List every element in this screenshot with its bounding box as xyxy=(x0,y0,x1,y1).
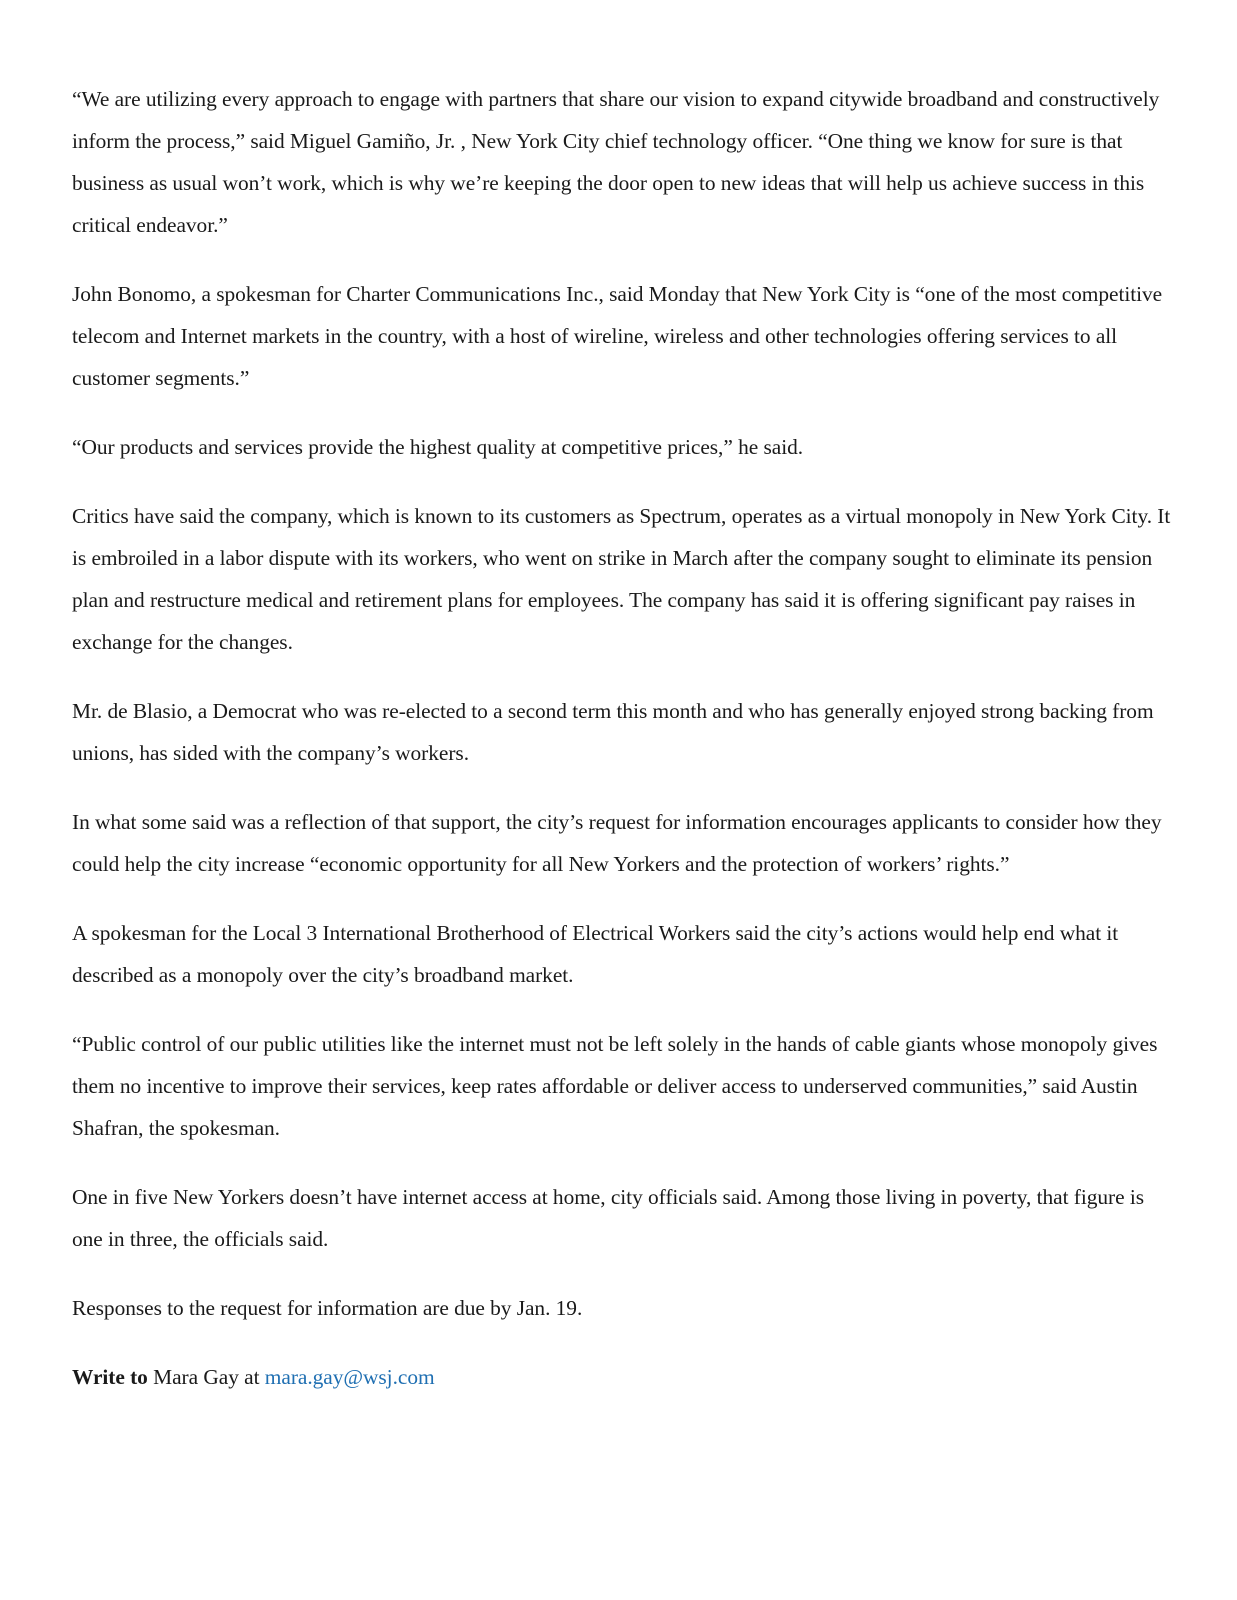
paragraph-6: In what some said was a reflection of that support, the city’s request for information encourages applicants to consider how they could help the city increase “economic opportunity for all New Yorkers and the protection of workers’ rights.” xyxy=(72,810,1162,876)
byline-author: Mara Gay at xyxy=(147,1365,265,1389)
paragraph-2: John Bonomo, a spokesman for Charter Communications Inc., said Monday that New York City is “one of the most competitive telecom and Internet markets in the country, with a host of wireline, wireless and other technologies offering services to all customer segments.” xyxy=(72,282,1163,390)
byline xyxy=(72,1356,1172,1398)
author-email-link[interactable]: mara.gay@wsj.com xyxy=(264,1365,435,1389)
paragraph-9: One in five New Yorkers doesn’t have internet access at home, city officials said. Among those living in poverty, that figure is one in three, the officials said. xyxy=(72,1185,1145,1251)
paragraph-5: Mr. de Blasio, a Democrat who was re-elected to a second term this month and who has generally enjoyed strong backing from unions, has sided with the company’s workers. xyxy=(72,699,1154,765)
paragraph-8: “Public control of our public utilities like the internet must not be left solely in the hands of cable giants whose monopoly gives them no incentive to improve their services, keep rates affordable or deliver access to underserved communities,” said Austin Shafran, the spokesman. xyxy=(72,1032,1158,1140)
byline-prefix: Write to xyxy=(72,1365,148,1389)
paragraph-3: “Our products and services provide the highest quality at competitive prices,” he said. xyxy=(72,435,804,459)
paragraph-7: A spokesman for the Local 3 International Brotherhood of Electrical Workers said the city’s actions would help end what it described as a monopoly over the city’s broadband market. xyxy=(72,921,1119,987)
paragraph-10: Responses to the request for information are due by Jan. 19. xyxy=(72,1296,583,1320)
paragraph-1: “We are utilizing every approach to engage with partners that share our vision to expand citywide broadband and constructively inform the process,” said Miguel Gamiño, Jr. , New York City chief technology officer. “One thing we know for sure is that business as usual won’t work, which is why we’re keeping the door open to new ideas that will help us achieve success in this critical endeavor.” xyxy=(72,87,1160,237)
article-body xyxy=(72,78,1172,1425)
paragraph-4: Critics have said the company, which is known to its customers as Spectrum, operates as a virtual monopoly in New York City. It is embroiled in a labor dispute with its workers, who went on strike in March after the company sought to eliminate its pension plan and restructure medical and retirement plans for employees. The company has said it is offering significant pay raises in exchange for the changes. xyxy=(72,504,1171,654)
